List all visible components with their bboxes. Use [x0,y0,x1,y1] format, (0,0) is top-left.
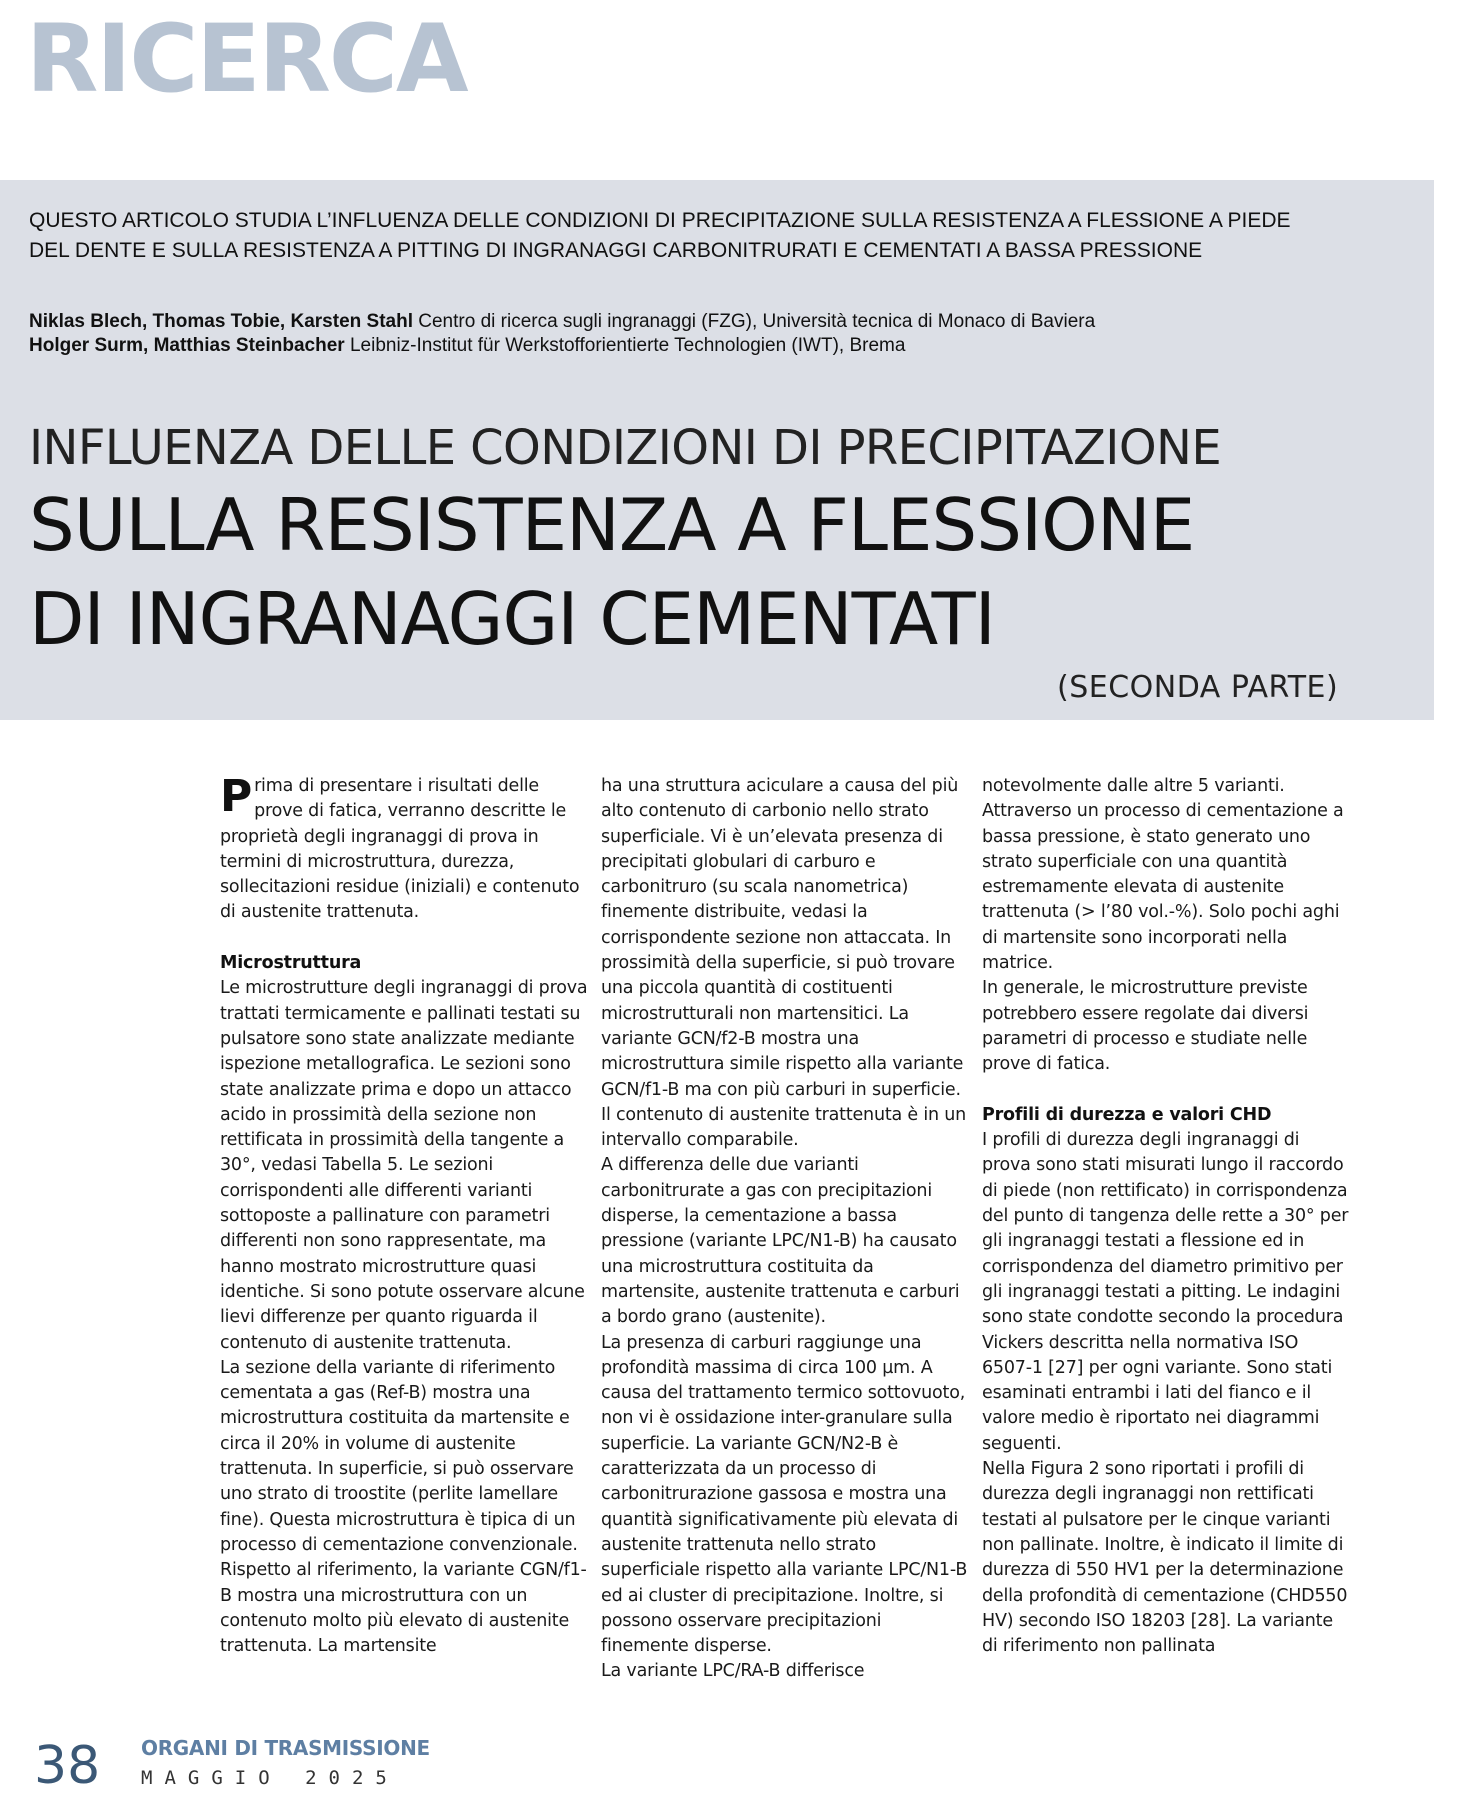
heading-microstruttura: Microstruttura [220,953,362,974]
intro-text: rima di presentare i risultati delle prove di fatica, verranno descritte le proprietà degli ingranaggi di prova in termini di microstruttura, durezza, sollecitazioni residue (iniziali) e contenuto di austenite trattenuta. [220,776,580,923]
section-label: RICERCA [26,5,467,114]
authors-block [29,310,1329,358]
drop-cap: P [220,771,253,822]
paragraph: Nella Figura 2 sono riportati i profili di durezza degli ingranaggi non rettificati testati al pulsatore per le cinque varianti non pallinate. Inoltre, è indicato il limite di durezza di 550 HV1 per la determinazione della profondità di cementazione (CHD550 HV) secondo ISO 18203 [28]. La variante di riferimento non pallinata [982,1459,1348,1657]
paragraph: ha una struttura aciculare a causa del più alto contenuto di carbonio nello strato superficiale. Vi è un’elevata presenza di precipitati globulari di carburo e carbonitruro (su scala nanometrica) finemente distribuite, vedasi la corrispondente sezione non attaccata. In prossimità della superficie, si può trovare una piccola quantità di costituenti microstrutturali non martensitici. La variante GCN/f2-B mostra una microstruttura simile rispetto alla variante GCN/f1-B ma con più carburi in superficie. Il contenuto di austenite trattenuta è in un intervallo comparabile. [601,776,967,1151]
text-column-3 [982,774,1350,1659]
paragraph: La presenza di carburi raggiunge una profondità massima di circa 100 µm. A causa del trattamento termico sottovuoto, non vi è ossidazione inter-granulare sulla superficie. La variante GCN/N2-B è caratterizzata da un processo di carbonitrurazione gassosa e mostra una quantità significativamente più elevata di austenite trattenuta nello strato superficiale rispetto alla variante LPC/N1-B ed ai cluster di precipitazione. Inoltre, si possono osservare precipitazioni finemente disperse. [601,1332,968,1657]
issue-date: MAGGIO 2025 [141,1767,399,1789]
paragraph: Le microstrutture degli ingranaggi di prova trattati termicamente e pallinati testati su pulsatore sono state analizzate mediante ispezione metallografica. Le sezioni sono state analizzate prima e dopo un attacco acido in prossimità della sezione non rettificata in prossimità della tangente a 30°, vedasi Tabella 5. Le sezioni corrispondenti alle differenti varianti sottoposte a pallinature con parametri differenti non sono rappresentate, ma hanno mostrato microstrutture quasi identiche. Si sono potute osservare alcune lievi differenze per quanto riguarda il contenuto di austenite trattenuta. [220,978,588,1353]
author-names: Holger Surm, Matthias Steinbacher [29,335,345,356]
article-subtitle: (SECONDA PARTE) [1057,670,1339,705]
text-column-2 [601,774,969,1685]
author-affiliation: Leibniz-Institut für Werkstofforientierte Technologien (IWT), Brema [349,335,906,356]
paragraph: La sezione della variante di riferimento cementata a gas (Ref-B) mostra una microstruttura costituita da martensite e circa il 20% in volume di austenite trattenuta. In superficie, si può osservare uno strato di troostite (perlite lamellare fine). Questa microstruttura è tipica di un processo di cementazione convenzionale. [220,1357,578,1555]
page-number: 38 [34,1736,101,1796]
paragraph: In generale, le microstrutture previste potrebbero essere regolate dai diversi parametri di processo e studiate nelle prove di fatica. [982,978,1309,1075]
paragraph: La variante LPC/RA-B differisce [601,1661,865,1682]
magazine-name: ORGANI DI TRASMISSIONE [141,1736,430,1760]
intro-paragraph [220,771,588,926]
author-line-1 [29,310,1329,334]
title-line-1: INFLUENZA DELLE CONDIZIONI DI PRECIPITAZIONE [29,420,1222,476]
paragraph: I profili di durezza degli ingranaggi di prova sono stati misurati lungo il raccordo di piede (non rettificato) in corrispondenza del punto di tangenza delle rette a 30° per gli ingranaggi testati a flessione ed in corrispondenza del diametro primitivo per gli ingranaggi testati a pitting. Le indagini sono state condotte secondo la procedura Vickers descritta nella normativa ISO 6507-1 [27] per ogni variante. Sono stati esaminati entrambi i lati del fianco e il valore medio è riportato nei diagrammi seguenti. [982,1130,1349,1454]
title-line-2: SULLA RESISTENZA A FLESSIONE [29,483,1195,567]
paragraph: A differenza delle due varianti carbonitrurate a gas con precipitazioni disperse, la cementazione a bassa pressione (variante LPC/N1-B) ha causato una microstruttura costituita da martensite, austenite trattenuta e carburi a bordo grano (austenite). [601,1155,960,1328]
heading-profili-durezza: Profili di durezza e valori CHD [982,1104,1272,1125]
author-affiliation: Centro di ricerca sugli ingranaggi (FZG), Università tecnica di Monaco di Baviera [418,311,1096,332]
author-names: Niklas Blech, Thomas Tobie, Karsten Stahl [29,311,413,332]
author-line-2 [29,334,1329,358]
text-column-1 [220,771,588,1659]
paragraph: notevolmente dalle altre 5 varianti. Attraverso un processo di cementazione a bassa pressione, è stato generato uno strato superficiale con una quantità estremamente elevata di austenite trattenuta (> l’80 vol.-%). Solo pochi aghi di martensite sono incorporati nella matrice. [982,776,1344,974]
paragraph: Rispetto al riferimento, la variante CGN/f1-B mostra una microstruttura con un contenuto molto più elevato di austenite trattenuta. La martensite [220,1560,587,1657]
title-line-3: DI INGRANAGGI CEMENTATI [29,577,995,661]
article-kicker: QUESTO ARTICOLO STUDIA L’INFLUENZA DELLE CONDIZIONI DI PRECIPITAZIONE SULLA RESISTENZA A FLESSIONE A PIEDE DEL DENTE E SULLA RESISTENZA A PITTING DI INGRANAGGI CARBONITRURATI E CEMENTATI A BASSA PRESSIONE [29,209,1291,262]
article-title [29,418,1359,666]
